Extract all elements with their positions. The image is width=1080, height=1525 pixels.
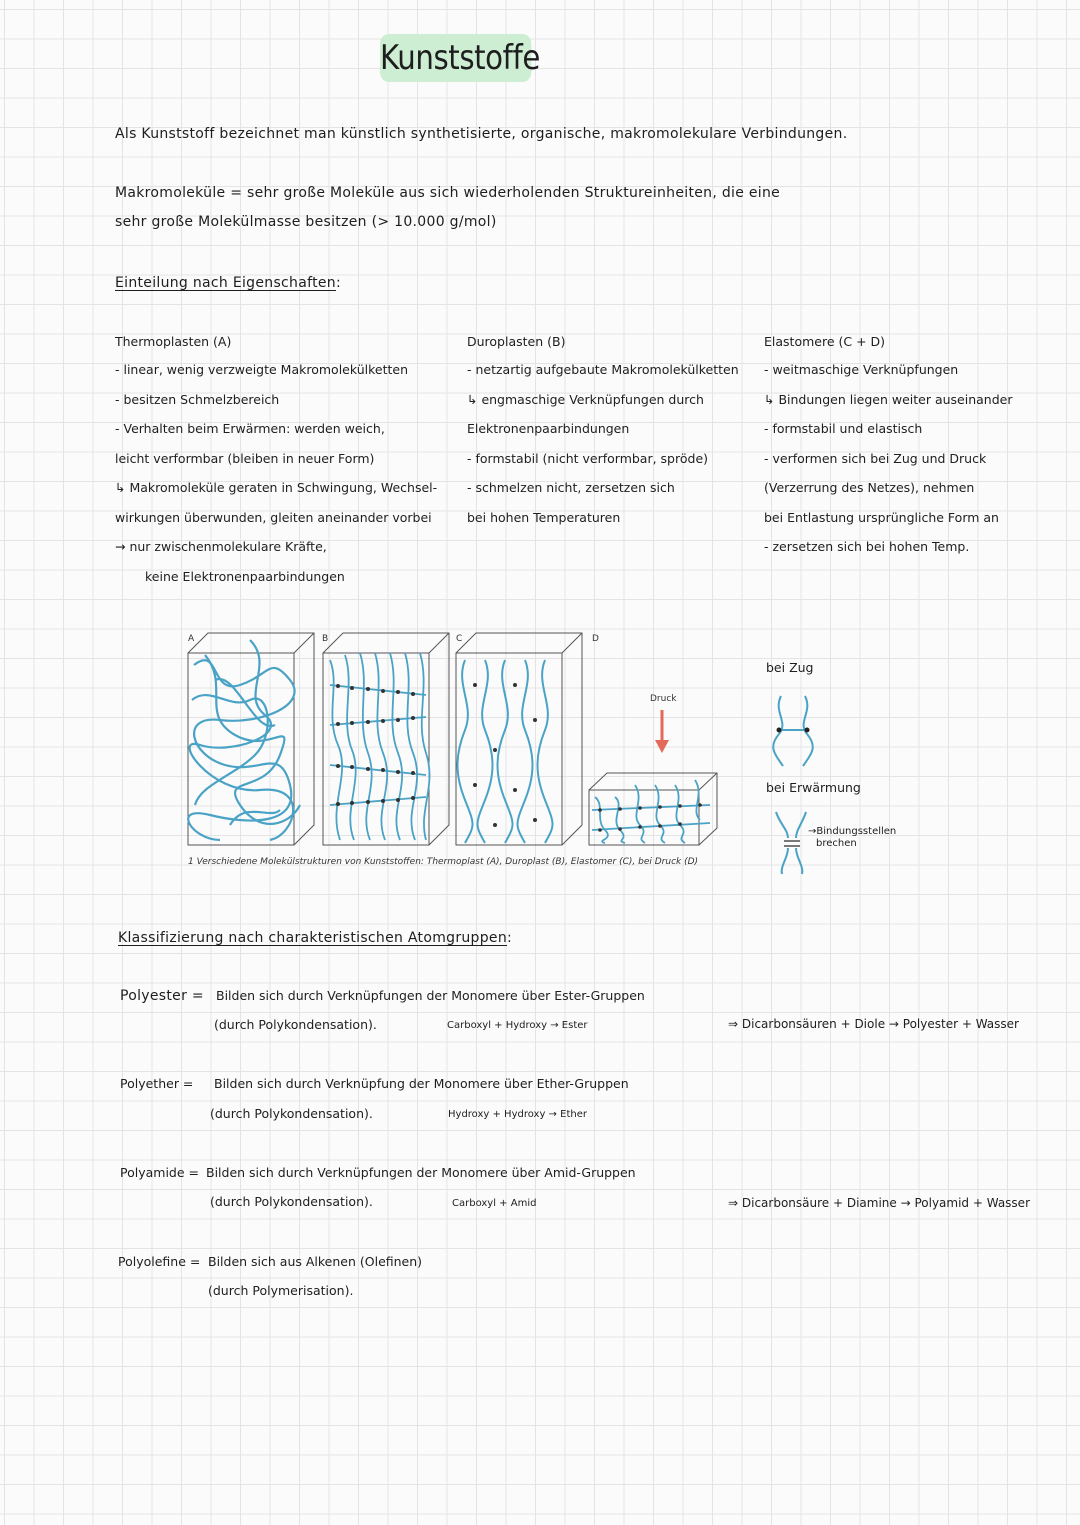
polyolefine-line2: (durch Polymerisation). [208,1283,354,1298]
thermoplasten-line: wirkungen überwunden, gleiten aneinander vorbei [115,509,432,525]
polyamide-reaction: Carboxyl + Amid [452,1198,537,1209]
chains-c [458,660,553,843]
column-thermoplasten [115,334,437,590]
section-heading-colon: : [335,275,341,291]
figure-label-b: B [322,634,329,644]
figure-label-c: C [456,634,463,644]
chains-a [188,640,300,840]
polyamide-line1: Bilden sich durch Verknüpfungen der Monomere über Amid-Gruppen [206,1165,636,1180]
polyether-reaction: Hydroxy + Hydroxy → Ether [448,1109,587,1120]
column-elastomere [764,334,1013,561]
duroplasten-line: ↳ engmaschige Verknüpfungen durch [467,391,704,407]
polyether-term: Polyether = [120,1076,194,1091]
sketch-label-zug: bei Zug [766,660,814,675]
polyester-reaction: Carboxyl + Hydroxy → Ester [447,1020,588,1031]
box-b-duroplast [323,633,449,845]
sketch-note-brechen: brechen [816,838,857,849]
duroplasten-line: - netzartig aufgebaute Makromolekülketten [467,362,739,377]
box-c-elastomer [456,633,582,845]
thermoplasten-line: keine Elektronenpaarbindungen [145,568,345,584]
elastomere-line: bei Entlastung ursprüngliche Form an [764,509,999,525]
elastomere-line: - formstabil und elastisch [764,421,923,436]
thermoplasten-line: - linear, wenig verzweigte Makromolekülketten [115,362,409,377]
intro-macromolecule-line2: sehr große Molekülmasse besitzen (> 10.000 g/mol) [115,214,497,230]
section2-heading-text: Klassifizierung nach charakteristischen Atomgruppen [118,930,508,946]
thermoplasten-title: Thermoplasten (A) [115,334,232,349]
section-heading-eigenschaften [115,274,341,292]
duroplasten-title: Duroplasten (B) [467,334,566,349]
polyolefine-term: Polyolefine = [118,1254,201,1269]
duroplasten-line: - formstabil (nicht verformbar, spröde) [467,450,709,466]
figure-label-d: D [592,634,599,644]
polyamide-line2: (durch Polykondensation). [210,1194,373,1209]
intro-macromolecule-line1: Makromoleküle = sehr große Moleküle aus sich wiederholenden Struktureinheiten, die eine [115,185,781,201]
thermoplasten-line: - Verhalten beim Erwärmen: werden weich, [115,421,385,436]
thermoplasten-line: ↳ Makromoleküle geraten in Schwingung, Wechsel- [115,480,438,495]
sketch-label-erwaermung: bei Erwärmung [766,780,861,795]
molecule-structure-figure [180,625,725,875]
duroplasten-line: - schmelzen nicht, zersetzen sich [467,480,675,495]
page-title: Kunststoffe [380,34,531,82]
chains-d [592,780,710,843]
section2-heading-colon: : [507,930,513,946]
polyester-term: Polyester = [120,988,204,1004]
elastomere-line: - zersetzen sich bei hohen Temp. [764,539,970,554]
polyester-summary: ⇒ Dicarbonsäuren + Diole → Polyester + Wasser [728,1017,1019,1031]
intro-definition: Als Kunststoff bezeichnet man künstlich synthetisierte, organische, makromolekulare Verbindungen. [115,126,848,142]
chains-b [330,653,430,840]
polyamide-term: Polyamide = [120,1165,199,1180]
elastomere-line: (Verzerrung des Netzes), nehmen [764,480,975,495]
column-duroplasten [467,334,739,531]
elastomere-line: - weitmaschige Verknüpfungen [764,362,959,377]
thermoplasten-line: → nur zwischenmolekulare Kräfte, [115,539,327,554]
section-heading-atomgruppen [118,929,512,947]
polyether-line1: Bilden sich durch Verknüpfung der Monomere über Ether-Gruppen [214,1076,629,1091]
figure-label-druck: Druck [650,694,677,704]
figure-label-a: A [188,634,195,644]
polyamide-summary: ⇒ Dicarbonsäure + Diamine → Polyamid + Wasser [728,1196,1030,1210]
thermoplasten-line: - besitzen Schmelzbereich [115,391,280,407]
sketch-erwaermung [770,808,815,878]
figure-caption: 1 Verschiedene Molekülstrukturen von Kunststoffen: Thermoplast (A), Duroplast (B), Elastomer (C), bei Druck (D) [188,857,699,867]
elastomere-title: Elastomere (C + D) [764,334,886,349]
thermoplasten-line: leicht verformbar (bleiben in neuer Form) [115,450,375,466]
duroplasten-line: Elektronenpaarbindungen [467,421,630,436]
sketch-zug [765,692,825,770]
elastomere-line: ↳ Bindungen liegen weiter auseinander [764,391,1013,407]
polyester-line1: Bilden sich durch Verknüpfungen der Monomere über Ester-Gruppen [216,988,645,1003]
polyolefine-line1: Bilden sich aus Alkenen (Olefinen) [208,1254,423,1269]
pressure-arrow [655,710,669,753]
polyether-line2: (durch Polykondensation). [210,1106,373,1121]
sketch-note-bindungsstellen: →Bindungsstellen [808,826,897,837]
duroplasten-line: bei hohen Temperaturen [467,509,621,525]
section-heading-text: Einteilung nach Eigenschaften [115,275,336,291]
polyester-line2: (durch Polykondensation). [214,1017,377,1032]
elastomere-line: - verformen sich bei Zug und Druck [764,450,987,466]
